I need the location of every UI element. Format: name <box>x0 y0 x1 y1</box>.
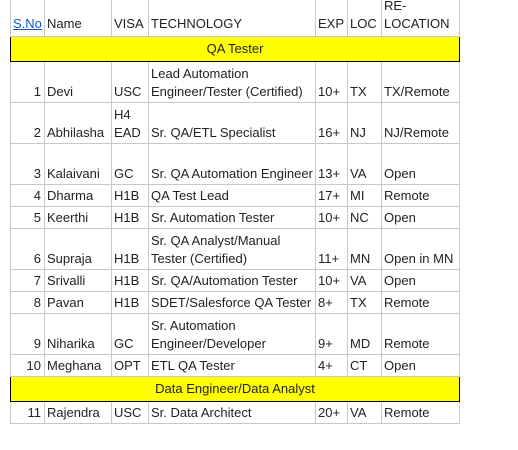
cell-sno: 11 <box>11 402 45 424</box>
section-header-row <box>11 37 460 62</box>
cell-sno: 7 <box>11 270 45 292</box>
table-row[interactable] <box>11 185 460 207</box>
cell-technology: SDET/Salesforce QA Tester <box>149 292 316 314</box>
cell-technology: Sr. QA Automation Engineer <box>149 144 316 185</box>
cell-relocation: Remote <box>382 402 460 424</box>
cell-name: Supraja <box>45 229 112 270</box>
cell-name: Niharika <box>45 314 112 355</box>
cell-name: Devi <box>45 62 112 103</box>
column-header-loc: LOC <box>348 0 382 37</box>
cell-technology: Lead Automation Engineer/Tester (Certified) <box>149 62 316 103</box>
cell-technology: Sr. QA/ETL Specialist <box>149 103 316 144</box>
cell-technology: QA Test Lead <box>149 185 316 207</box>
candidate-hotlist-sheet <box>10 0 460 424</box>
cell-visa: H1B <box>112 270 149 292</box>
cell-technology: Sr. QA Analyst/Manual Tester (Certified) <box>149 229 316 270</box>
cell-sno: 5 <box>11 207 45 229</box>
table-row[interactable] <box>11 292 460 314</box>
column-header-exp: EXP <box>316 0 348 37</box>
cell-name: Meghana <box>45 355 112 377</box>
table-row[interactable] <box>11 270 460 292</box>
cell-exp: 17+ <box>316 185 348 207</box>
cell-technology: Sr. Automation Tester <box>149 207 316 229</box>
cell-loc: TX <box>348 292 382 314</box>
cell-loc: MI <box>348 185 382 207</box>
header-row <box>11 0 460 37</box>
column-header-name: Name <box>45 0 112 37</box>
cell-loc: TX <box>348 62 382 103</box>
cell-exp: 10+ <box>316 62 348 103</box>
table-body <box>11 37 460 424</box>
cell-sno: 6 <box>11 229 45 270</box>
section-header-row <box>11 377 460 402</box>
cell-relocation: NJ/Remote <box>382 103 460 144</box>
cell-visa: GC <box>112 144 149 185</box>
cell-name: Pavan <box>45 292 112 314</box>
candidate-table <box>10 0 460 424</box>
cell-exp: 8+ <box>316 292 348 314</box>
cell-relocation: Open <box>382 207 460 229</box>
cell-relocation: Remote <box>382 185 460 207</box>
cell-technology: ETL QA Tester <box>149 355 316 377</box>
cell-visa: OPT <box>112 355 149 377</box>
cell-visa: USC <box>112 402 149 424</box>
table-row[interactable] <box>11 229 460 270</box>
cell-relocation: Open <box>382 270 460 292</box>
cell-name: Rajendra <box>45 402 112 424</box>
table-row[interactable] <box>11 402 460 424</box>
cell-loc: VA <box>348 144 382 185</box>
cell-relocation: Open in MN <box>382 229 460 270</box>
cell-loc: VA <box>348 270 382 292</box>
cell-sno: 8 <box>11 292 45 314</box>
cell-loc: MN <box>348 229 382 270</box>
cell-exp: 11+ <box>316 229 348 270</box>
cell-name: Keerthi <box>45 207 112 229</box>
cell-visa: H1B <box>112 207 149 229</box>
column-header-technology: TECHNOLOGY <box>149 0 316 37</box>
cell-visa: H4 EAD <box>112 103 149 144</box>
cell-loc: MD <box>348 314 382 355</box>
cell-exp: 13+ <box>316 144 348 185</box>
cell-name: Kalaivani <box>45 144 112 185</box>
table-row[interactable] <box>11 314 460 355</box>
cell-visa: USC <box>112 62 149 103</box>
cell-loc: NC <box>348 207 382 229</box>
cell-exp: 10+ <box>316 207 348 229</box>
column-header-visa: VISA <box>112 0 149 37</box>
cell-loc: CT <box>348 355 382 377</box>
cell-sno: 1 <box>11 62 45 103</box>
cell-exp: 16+ <box>316 103 348 144</box>
cell-visa: H1B <box>112 292 149 314</box>
cell-relocation: TX/Remote <box>382 62 460 103</box>
cell-technology: Sr. Data Architect <box>149 402 316 424</box>
cell-name: Abhilasha <box>45 103 112 144</box>
table-row[interactable] <box>11 355 460 377</box>
cell-name: Srivalli <box>45 270 112 292</box>
cell-sno: 2 <box>11 103 45 144</box>
column-header-sno[interactable] <box>11 0 45 37</box>
cell-exp: 20+ <box>316 402 348 424</box>
cell-exp: 10+ <box>316 270 348 292</box>
cell-relocation: Open <box>382 355 460 377</box>
cell-visa: GC <box>112 314 149 355</box>
column-header-relocation: RE-LOCATION <box>382 0 460 37</box>
cell-technology: Sr. QA/Automation Tester <box>149 270 316 292</box>
cell-exp: 9+ <box>316 314 348 355</box>
cell-visa: H1B <box>112 185 149 207</box>
cell-sno: 4 <box>11 185 45 207</box>
cell-sno: 9 <box>11 314 45 355</box>
cell-exp: 4+ <box>316 355 348 377</box>
table-row[interactable] <box>11 144 460 185</box>
section-title: QA Tester <box>11 37 460 62</box>
cell-sno: 3 <box>11 144 45 185</box>
cell-loc: VA <box>348 402 382 424</box>
cell-relocation: Remote <box>382 314 460 355</box>
section-title: Data Engineer/Data Analyst <box>11 377 460 402</box>
table-row[interactable] <box>11 62 460 103</box>
cell-loc: NJ <box>348 103 382 144</box>
cell-name: Dharma <box>45 185 112 207</box>
cell-relocation: Open <box>382 144 460 185</box>
sno-header-link[interactable]: S.No <box>13 16 42 31</box>
cell-visa: H1B <box>112 229 149 270</box>
table-row[interactable] <box>11 103 460 144</box>
cell-sno: 10 <box>11 355 45 377</box>
cell-relocation: Remote <box>382 292 460 314</box>
cell-technology: Sr. Automation Engineer/Developer <box>149 314 316 355</box>
table-row[interactable] <box>11 207 460 229</box>
